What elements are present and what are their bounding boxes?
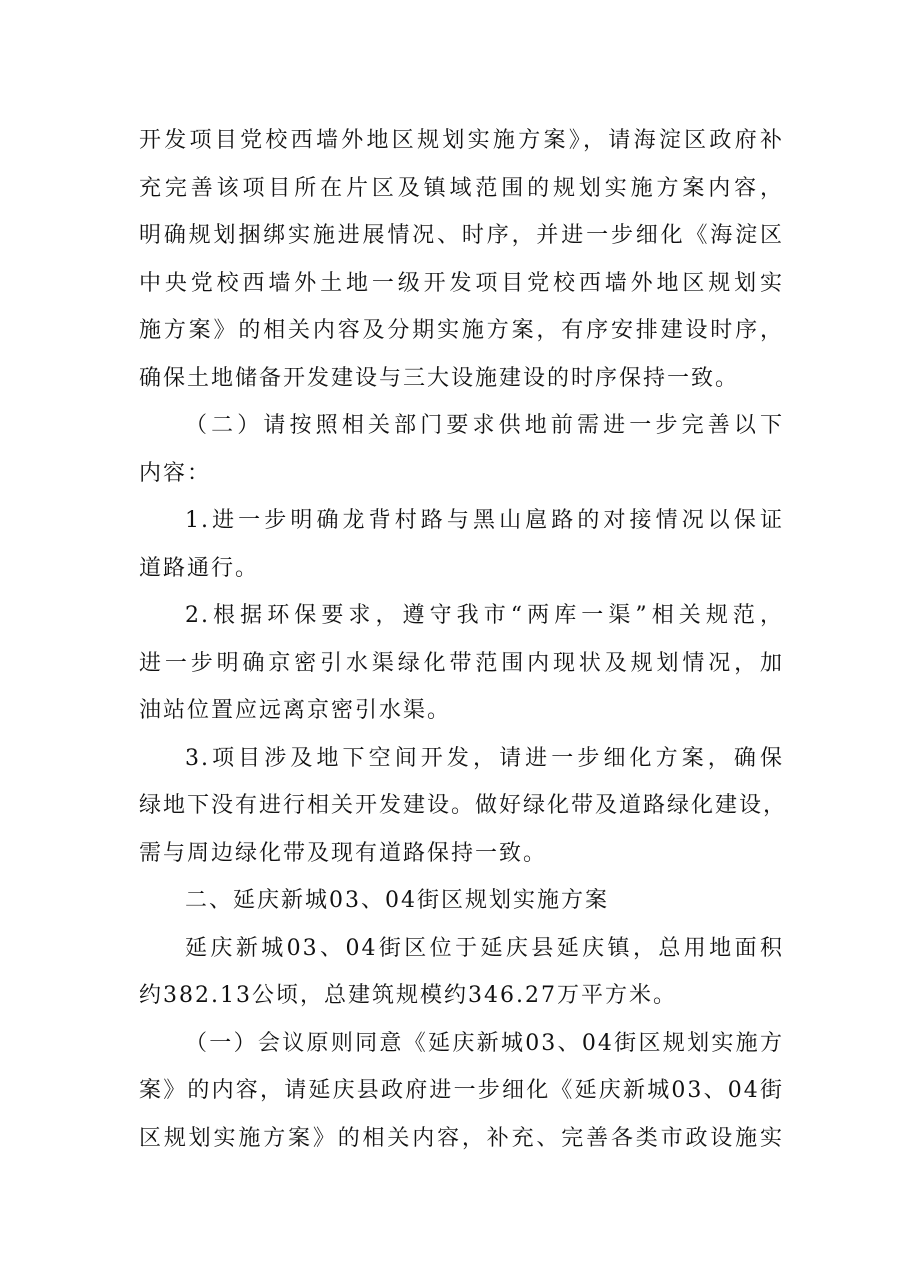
text-line: 开发项目党校西墙外地区规划实施方案》，请海淀区政府补 (139, 128, 784, 153)
text-line: （一）会议原则同意《延庆新城03、04街区规划实施方 (185, 1030, 784, 1056)
text-line: 延庆新城03、04街区位于延庆县延庆镇，总用地面积 (185, 935, 784, 961)
text-line: 道路通行。 (139, 555, 260, 581)
text-line: 1.进一步明确龙背村路与黑山扈路的对接情况以保证 (185, 508, 784, 533)
document-body (139, 122, 788, 1167)
text-line: 进一步明确京密引水渠绿化带范围内现状及规划情况，加 (139, 650, 784, 676)
text-line: 绿地下没有进行相关开发建设。做好绿化带及道路绿化建设， (139, 793, 788, 818)
text-line: 2.根据环保要求，遵守我市“两库一渠”相关规范， (185, 603, 784, 628)
text-line: 确保土地储备开发建设与三大设施建设的时序保持一致。 (139, 365, 740, 391)
text-line: 油站位置应远离京密引水渠。 (139, 698, 452, 723)
text-line: 充完善该项目所在片区及镇域范围的规划实施方案内容， (139, 175, 784, 201)
text-line: 明确规划捆绑实施进展情况、时序，并进一步细化《海淀区 (139, 223, 784, 248)
text-line: 约382.13公顷，总建筑规模约346.27万平方米。 (139, 983, 677, 1008)
text-line: 中央党校西墙外土地一级开发项目党校西墙外地区规划实 (139, 270, 784, 296)
text-line: 区规划实施方案》的相关内容，补充、完善各类市政设施实 (139, 1125, 784, 1151)
text-line: 3.项目涉及地下空间开发，请进一步细化方案，确保 (185, 745, 784, 771)
text-line: 施方案》的相关内容及分期实施方案，有序安排建设时序， (139, 318, 784, 343)
text-line: （二）请按照相关部门要求供地前需进一步完善以下 (185, 413, 784, 438)
text-line: 内容： (139, 460, 212, 486)
text-line: 需与周边绿化带及现有道路保持一致。 (139, 840, 548, 866)
text-line: 二、延庆新城03、04街区规划实施方案 (185, 888, 609, 913)
text-line: 案》的内容，请延庆县政府进一步细化《延庆新城03、04街 (139, 1078, 784, 1103)
